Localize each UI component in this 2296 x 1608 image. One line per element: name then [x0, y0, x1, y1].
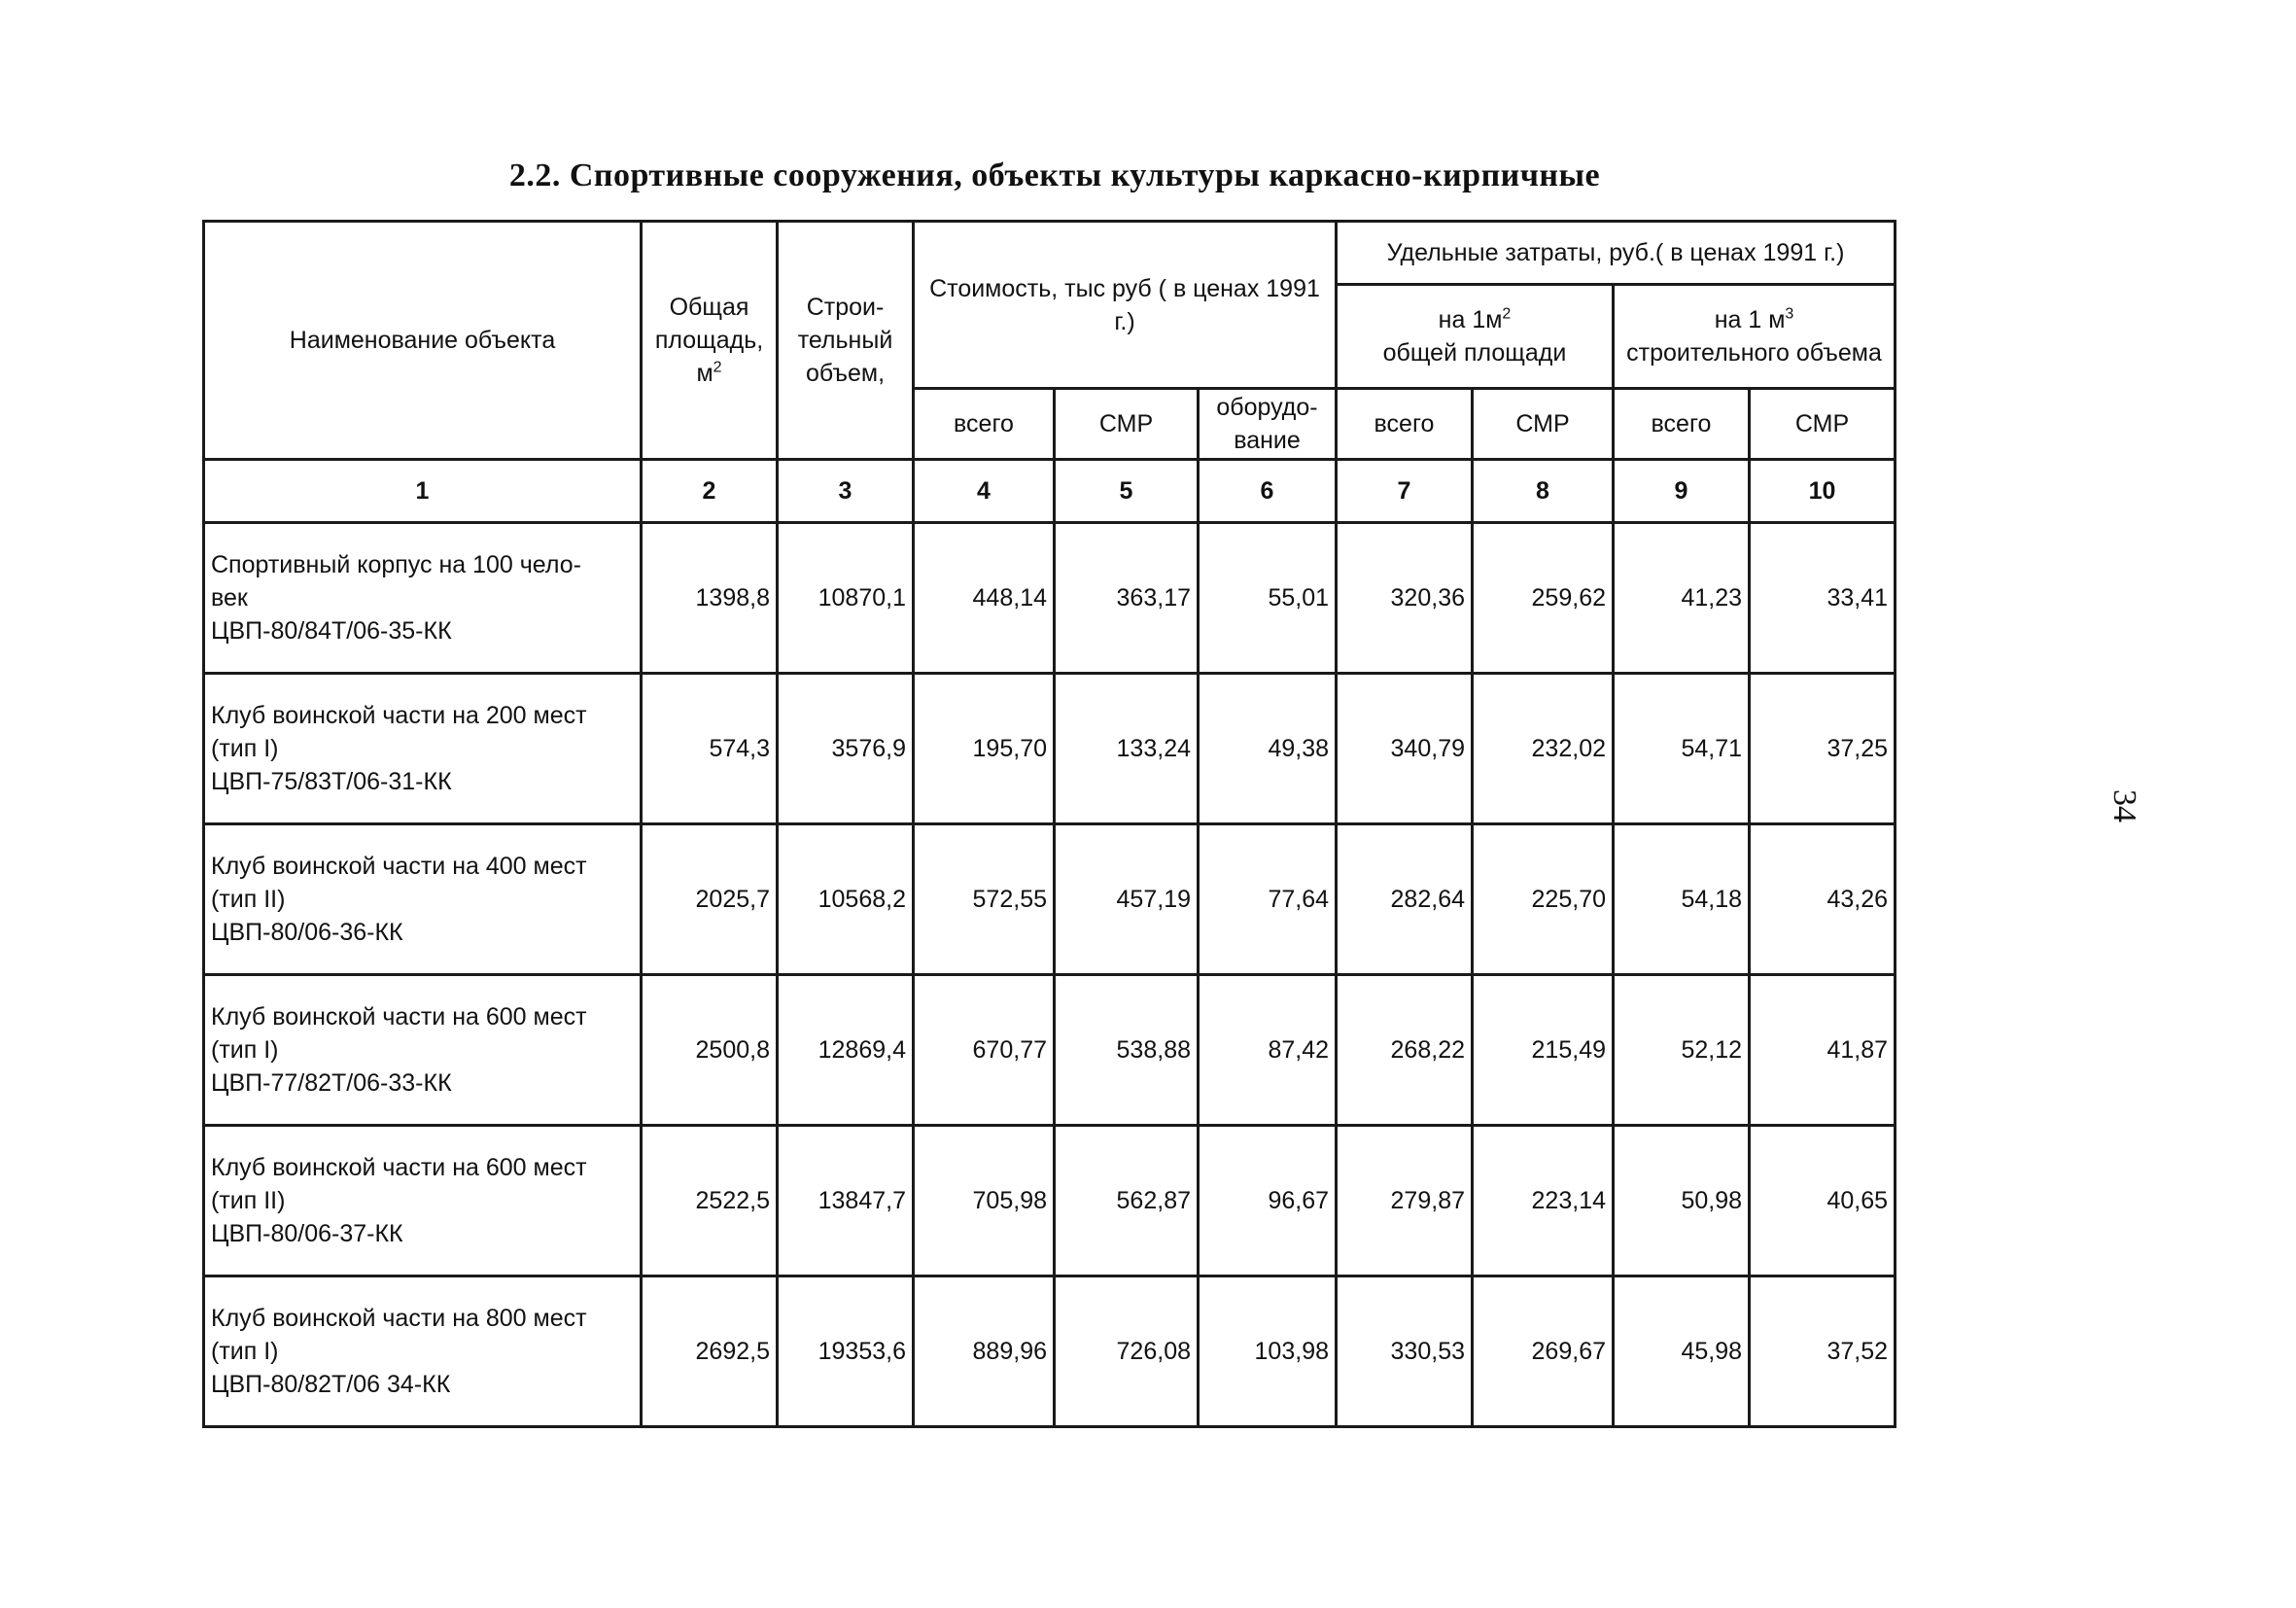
- header-cost-smr: СМР: [1055, 389, 1199, 460]
- header-specific-costs: Удельные затраты, руб.( в ценах 1991 г.): [1337, 222, 1896, 285]
- m2-smr-value: 215,49: [1473, 975, 1614, 1126]
- header-m2-total: всего: [1337, 389, 1473, 460]
- m2-total-value: 320,36: [1337, 523, 1473, 674]
- cost-smr-value: 363,17: [1055, 523, 1199, 674]
- header-object-name: Наименование объекта: [204, 222, 642, 460]
- object-name-line: (тип II): [211, 1187, 286, 1214]
- header-area-sup: 2: [713, 359, 722, 376]
- cost-equipment-value: 49,38: [1199, 674, 1337, 824]
- object-name-line: Клуб воинской части на 200 мест: [211, 702, 587, 729]
- volume-value: 12869,4: [778, 975, 914, 1126]
- cost-total-value: 572,55: [914, 824, 1055, 975]
- m2-smr-value: 225,70: [1473, 824, 1614, 975]
- cost-equipment-value: 103,98: [1199, 1276, 1337, 1427]
- m3-smr-value: 41,87: [1750, 975, 1896, 1126]
- object-name-line: (тип II): [211, 886, 286, 913]
- table-row: [204, 1276, 1896, 1427]
- header-area: [642, 222, 778, 460]
- m2-smr-value: 232,02: [1473, 674, 1614, 824]
- cost-table: [202, 220, 1896, 1428]
- m2-total-value: 340,79: [1337, 674, 1473, 824]
- cost-equipment-value: 96,67: [1199, 1126, 1337, 1276]
- header-per-m3-suffix: строительного объема: [1626, 339, 1882, 367]
- cost-smr-value: 133,24: [1055, 674, 1199, 824]
- m2-total-value: 279,87: [1337, 1126, 1473, 1276]
- area-value: 2522,5: [642, 1126, 778, 1276]
- header-per-m3-sup: 3: [1785, 305, 1794, 323]
- column-number: 7: [1337, 460, 1473, 523]
- volume-value: 3576,9: [778, 674, 914, 824]
- column-number: 9: [1614, 460, 1750, 523]
- object-code: ЦВП-77/82Т/06-33-КК: [211, 1069, 452, 1097]
- column-number: 6: [1199, 460, 1337, 523]
- table-row: [204, 523, 1896, 674]
- header-per-m2: [1337, 285, 1614, 389]
- header-m2-smr: СМР: [1473, 389, 1614, 460]
- object-code: ЦВП-75/83Т/06-31-КК: [211, 768, 452, 795]
- header-per-m2-sup: 2: [1502, 305, 1512, 323]
- area-value: 2692,5: [642, 1276, 778, 1427]
- object-name-cell: [204, 674, 642, 824]
- m3-total-value: 45,98: [1614, 1276, 1750, 1427]
- area-value: 1398,8: [642, 523, 778, 674]
- area-value: 2500,8: [642, 975, 778, 1126]
- m3-total-value: 41,23: [1614, 523, 1750, 674]
- m2-smr-value: 259,62: [1473, 523, 1614, 674]
- m3-total-value: 52,12: [1614, 975, 1750, 1126]
- header-cost-group: Стоимость, тыс руб ( в ценах 1991 г.): [914, 222, 1337, 389]
- column-number: 5: [1055, 460, 1199, 523]
- object-name-line: Спортивный корпус на 100 чело-: [211, 551, 581, 578]
- cost-total-value: 705,98: [914, 1126, 1055, 1276]
- cost-total-value: 889,96: [914, 1276, 1055, 1427]
- cost-total-value: 670,77: [914, 975, 1055, 1126]
- table-row: [204, 674, 1896, 824]
- object-name-cell: [204, 1276, 642, 1427]
- header-per-m3: [1614, 285, 1896, 389]
- volume-value: 19353,6: [778, 1276, 914, 1427]
- column-number: 1: [204, 460, 642, 523]
- header-area-label: Общая площадь, м: [654, 294, 764, 387]
- table-row: [204, 975, 1896, 1126]
- cost-smr-value: 457,19: [1055, 824, 1199, 975]
- m3-smr-value: 37,25: [1750, 674, 1896, 824]
- header-cost-equipment: оборудо-вание: [1199, 389, 1337, 460]
- volume-value: 10568,2: [778, 824, 914, 975]
- object-name-cell: [204, 824, 642, 975]
- volume-value: 10870,1: [778, 523, 914, 674]
- m2-total-value: 282,64: [1337, 824, 1473, 975]
- header-m3-total: всего: [1614, 389, 1750, 460]
- m3-smr-value: 33,41: [1750, 523, 1896, 674]
- cost-smr-value: 538,88: [1055, 975, 1199, 1126]
- object-name-line: (тип I): [211, 735, 279, 762]
- object-name-cell: [204, 975, 642, 1126]
- column-number: 3: [778, 460, 914, 523]
- m3-smr-value: 43,26: [1750, 824, 1896, 975]
- object-code: ЦВП-80/84Т/06-35-КК: [211, 617, 452, 645]
- object-name-line: (тип I): [211, 1036, 279, 1064]
- m3-smr-value: 37,52: [1750, 1276, 1896, 1427]
- object-name-line: Клуб воинской части на 600 мест: [211, 1154, 587, 1181]
- cost-equipment-value: 87,42: [1199, 975, 1337, 1126]
- volume-value: 13847,7: [778, 1126, 914, 1276]
- column-number: 4: [914, 460, 1055, 523]
- m3-total-value: 54,71: [1614, 674, 1750, 824]
- area-value: 2025,7: [642, 824, 778, 975]
- object-name-line: (тип I): [211, 1338, 279, 1365]
- object-name-line: Клуб воинской части на 400 мест: [211, 853, 587, 880]
- m3-total-value: 54,18: [1614, 824, 1750, 975]
- object-name-line: Клуб воинской части на 600 мест: [211, 1003, 587, 1031]
- m2-smr-value: 223,14: [1473, 1126, 1614, 1276]
- column-number-row: [204, 460, 1896, 523]
- page-number: 34: [2106, 789, 2142, 822]
- cost-table-container: [202, 220, 1894, 1428]
- column-number: 8: [1473, 460, 1614, 523]
- object-name-line: Клуб воинской части на 800 мест: [211, 1305, 587, 1332]
- m2-total-value: 268,22: [1337, 975, 1473, 1126]
- cost-equipment-value: 55,01: [1199, 523, 1337, 674]
- m2-total-value: 330,53: [1337, 1276, 1473, 1427]
- table-row: [204, 824, 1896, 975]
- object-name-line: век: [211, 584, 248, 612]
- header-m3-smr: СМР: [1750, 389, 1896, 460]
- object-code: ЦВП-80/06-36-КК: [211, 919, 403, 946]
- document-title: 2.2. Спортивные сооружения, объекты культуры каркасно-кирпичные: [508, 157, 1601, 193]
- area-value: 574,3: [642, 674, 778, 824]
- m3-total-value: 50,98: [1614, 1126, 1750, 1276]
- header-per-m3-prefix: на 1 м: [1714, 306, 1786, 333]
- cost-smr-value: 726,08: [1055, 1276, 1199, 1427]
- cost-total-value: 448,14: [914, 523, 1055, 674]
- column-number: 10: [1750, 460, 1896, 523]
- header-cost-total: всего: [914, 389, 1055, 460]
- column-number: 2: [642, 460, 778, 523]
- cost-smr-value: 562,87: [1055, 1126, 1199, 1276]
- object-code: ЦВП-80/82Т/06 34-КК: [211, 1371, 451, 1398]
- header-per-m2-suffix: общей площади: [1382, 339, 1567, 367]
- m2-smr-value: 269,67: [1473, 1276, 1614, 1427]
- header-per-m2-prefix: на 1м: [1438, 306, 1503, 333]
- cost-total-value: 195,70: [914, 674, 1055, 824]
- object-name-cell: [204, 1126, 642, 1276]
- object-code: ЦВП-80/06-37-КК: [211, 1220, 403, 1247]
- cost-equipment-value: 77,64: [1199, 824, 1337, 975]
- object-name-cell: [204, 523, 642, 674]
- table-row: [204, 1126, 1896, 1276]
- header-volume: Строи-тельный объем,: [778, 222, 914, 460]
- m3-smr-value: 40,65: [1750, 1126, 1896, 1276]
